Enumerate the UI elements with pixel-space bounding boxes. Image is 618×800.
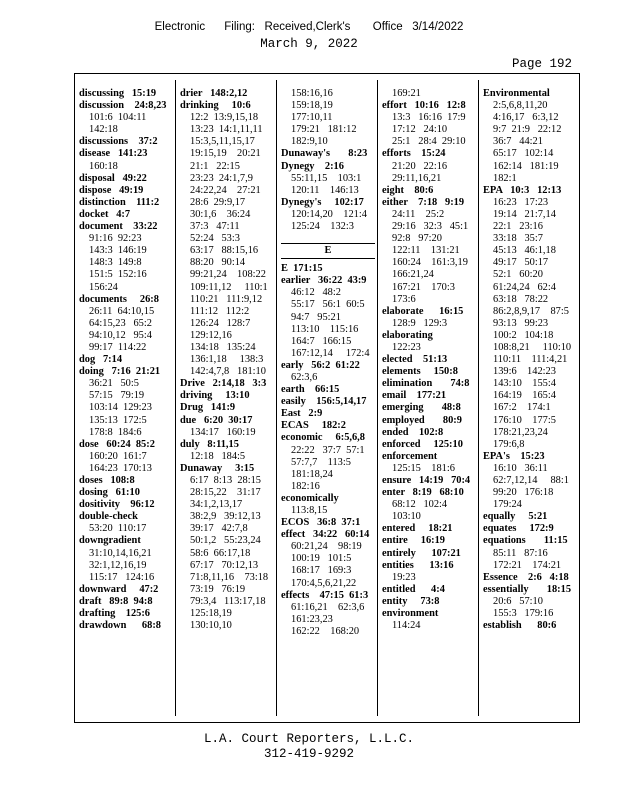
index-page-refs: 17:12 24:10 xyxy=(392,124,448,136)
index-page-refs: 114:24 xyxy=(392,620,421,632)
index-page-refs: 57:15 79:19 xyxy=(89,390,145,402)
index-page-refs: 86:2,8,9,17 87:5 xyxy=(493,305,569,317)
index-page-refs: 15:3,5,11,15,17 xyxy=(190,136,255,148)
index-page-refs: 179:6,8 xyxy=(493,438,525,450)
index-page-refs: 22:22 37:7 57:1 xyxy=(291,444,365,456)
index-term: EPA's 15:23 xyxy=(483,450,545,462)
index-term: EPA 10:3 12:13 xyxy=(483,184,562,196)
index-page-refs: 29:11,16,21 xyxy=(392,172,442,184)
index-term: drafting 125:6 xyxy=(79,608,150,620)
index-page-refs: 113:8,15 xyxy=(291,505,328,516)
index-page-refs: 9:7 21:9 22:12 xyxy=(493,124,562,136)
index-page-refs: 94:10,12 95:4 xyxy=(89,329,152,341)
index-page-refs: 33:18 35:7 xyxy=(493,233,543,245)
index-page-refs: 142:18 xyxy=(89,124,118,136)
index-page-refs: 158:16,16 xyxy=(291,88,333,99)
index-page-refs: 79:3,4 113:17,18 xyxy=(190,595,266,607)
index-term: Dynegy 2:16 xyxy=(281,160,344,172)
index-column-4 xyxy=(382,88,476,718)
index-term: dosing 61:10 xyxy=(79,487,140,499)
index-page-refs: 38:2,9 39:12,13 xyxy=(190,511,261,523)
index-page-refs: 143:3 146:19 xyxy=(89,245,147,257)
index-page-refs: 142:4,7,8 181:10 xyxy=(190,366,266,378)
index-term: Dynegy's 102:17 xyxy=(281,196,364,208)
index-column-3 xyxy=(281,88,375,718)
index-page-refs: 21:1 22:15 xyxy=(190,160,240,172)
index-term: disease 141:23 xyxy=(79,148,148,160)
filing-stamp: Electronic Filing: Received,Clerk's Office 3/14/2022 xyxy=(154,21,464,33)
index-page-refs: 2:5,6,8,11,20 xyxy=(493,100,548,112)
index-term: E 171:15 xyxy=(281,263,323,275)
index-page-refs: 61:16,21 62:3,6 xyxy=(291,601,365,613)
index-page-refs: 34:1,2,13,17 xyxy=(190,499,243,511)
index-page-refs: 6:17 8:13 28:15 xyxy=(190,475,262,486)
index-page-refs: 63:18 78:22 xyxy=(493,293,549,305)
index-term: discussing 15:19 xyxy=(79,88,157,99)
index-term: elaborating xyxy=(382,329,433,341)
index-term: due 6:20 30:17 xyxy=(180,414,253,426)
index-term: employed 80:9 xyxy=(382,414,462,426)
index-term: elected 51:13 xyxy=(382,354,448,366)
index-term: double-check xyxy=(79,511,138,523)
index-page-refs: 12:2 13:9,15,18 xyxy=(190,112,259,124)
index-page-refs: 55:17 56:1 60:5 xyxy=(291,299,365,311)
index-term: equally 5:21 xyxy=(483,511,548,523)
index-page-refs: 125:24 132:3 xyxy=(291,221,354,233)
index-page-refs: 19:15,19 20:21 xyxy=(190,148,261,160)
index-page-refs: 29:16 32:3 45:1 xyxy=(392,221,469,233)
index-page-refs: 68:12 102:4 xyxy=(392,499,448,511)
index-page-refs: 182:16 xyxy=(291,480,320,492)
index-page-refs: 22:1 23:16 xyxy=(493,221,543,233)
transcript-date: March 9, 2022 xyxy=(260,37,358,51)
index-column-2 xyxy=(180,88,274,718)
index-term: elaborate 16:15 xyxy=(382,305,464,317)
index-page-refs: 52:1 60:20 xyxy=(493,269,543,281)
index-term: entities 13:16 xyxy=(382,559,454,571)
index-term: downgradient xyxy=(79,535,141,547)
index-term: Dunaway 3:15 xyxy=(180,462,255,474)
index-page-refs: 99:17 114:22 xyxy=(89,341,147,353)
index-page-refs: 39:17 42:7,8 xyxy=(190,523,248,535)
index-page-refs: 100:19 101:5 xyxy=(291,553,352,565)
index-page-refs: 103:14 129:23 xyxy=(89,402,152,414)
index-term: disposal 49:22 xyxy=(79,172,147,184)
index-page-refs: 12:18 184:5 xyxy=(190,450,246,462)
index-term: drinking 10:6 xyxy=(180,100,251,112)
index-page-refs: 20:6 57:10 xyxy=(493,595,543,607)
index-page-refs: 30:1,6 36:24 xyxy=(190,208,251,220)
index-term: docket 4:7 xyxy=(79,208,131,220)
index-page-refs: 49:17 50:17 xyxy=(493,257,549,269)
index-page-refs: 179:21 181:12 xyxy=(291,124,357,136)
index-term: discussions 37:2 xyxy=(79,136,158,148)
index-term: emerging 48:8 xyxy=(382,402,461,414)
index-page-refs: 62:3,6 xyxy=(291,371,318,383)
index-term: ECOS 36:8 37:1 xyxy=(281,517,361,529)
index-page-refs: 162:14 181:19 xyxy=(493,160,559,172)
index-page-refs: 173:6 xyxy=(392,293,416,305)
index-page-refs: 67:17 70:12,13 xyxy=(190,559,259,571)
index-page-refs: 155:3 179:16 xyxy=(493,608,554,620)
index-column-5 xyxy=(483,88,577,718)
index-page-refs: 166:21,24 xyxy=(392,269,434,281)
index-page-refs: 176:10 177:5 xyxy=(493,414,556,426)
index-page-refs: 126:24 128:7 xyxy=(190,317,251,329)
index-term: Drive 2:14,18 3:3 xyxy=(180,378,267,390)
index-term: East 2:9 xyxy=(281,408,323,420)
index-term: economic 6:5,6,8 xyxy=(281,432,365,444)
index-page-refs: 101:6 104:11 xyxy=(89,112,147,124)
index-page-refs: 103:10 xyxy=(392,511,421,523)
index-term: email 177:21 xyxy=(382,390,447,402)
index-term: distinction 111:2 xyxy=(79,196,160,208)
index-term: doses 108:8 xyxy=(79,475,135,486)
index-page-refs: 161:23,23 xyxy=(291,613,333,625)
index-page-refs: 28:15,22 31:17 xyxy=(190,487,261,499)
index-page-refs: 16:10 36:11 xyxy=(493,462,548,474)
index-term: environment xyxy=(382,608,439,620)
index-page-refs: 109:11,12 110:1 xyxy=(190,281,268,293)
index-page-refs: 21:20 22:16 xyxy=(392,160,448,172)
index-page-refs: 19:23 xyxy=(392,571,416,583)
index-page-refs: 111:12 112:2 xyxy=(190,305,250,317)
index-term: Drug 141:9 xyxy=(180,402,236,414)
column-divider xyxy=(276,80,277,716)
index-term: dispose 49:19 xyxy=(79,184,144,196)
index-term: drier 148:2,12 xyxy=(180,88,248,99)
index-page-refs: 63:17 88:15,16 xyxy=(190,245,259,257)
index-column-1 xyxy=(79,88,173,718)
index-page-refs: 110:11 111:4,21 xyxy=(493,354,568,366)
index-page-refs: 115:17 124:16 xyxy=(89,571,155,583)
index-page-refs: 4:16,17 6:3,12 xyxy=(493,112,559,124)
index-term: economically xyxy=(281,492,339,504)
index-page-refs: 24:22,24 27:21 xyxy=(190,184,261,196)
index-term: dog 7:14 xyxy=(79,354,123,366)
index-term: essentially 18:15 xyxy=(483,583,572,595)
index-page-refs: 178:8 184:6 xyxy=(89,426,142,438)
index-page-refs: 168:17 169:3 xyxy=(291,565,352,577)
index-page-refs: 160:20 161:7 xyxy=(89,450,147,462)
index-page-refs: 182:9,10 xyxy=(291,136,328,148)
index-letter-heading: E xyxy=(281,243,375,259)
index-term: driving 13:10 xyxy=(180,390,250,402)
index-page-refs: 93:13 99:23 xyxy=(493,317,549,329)
index-page-refs: 36:7 44:21 xyxy=(493,136,543,148)
index-page-refs: 160:24 161:3,19 xyxy=(392,257,468,269)
index-term: elimination 74:8 xyxy=(382,378,470,390)
index-page-refs: 52:24 53:3 xyxy=(190,233,240,245)
index-page-refs: 151:5 152:16 xyxy=(89,269,147,281)
index-page-refs: 31:10,14,16,21 xyxy=(89,547,152,559)
index-term: ensure 14:19 70:4 xyxy=(382,475,471,486)
index-term: dositivity 96:12 xyxy=(79,499,155,511)
index-page-refs: 122:11 131:21 xyxy=(392,245,460,257)
index-page-refs: 135:13 172:5 xyxy=(89,414,147,426)
index-term: enforcement xyxy=(382,450,438,462)
index-term: enter 8:19 68:10 xyxy=(382,487,464,499)
index-page-refs: 167:21 170:3 xyxy=(392,281,455,293)
index-page-refs: 99:20 176:18 xyxy=(493,487,554,499)
index-page-refs: 94:7 95:21 xyxy=(291,311,341,323)
index-page-refs: 130:10,10 xyxy=(190,620,232,632)
index-page-refs: 85:11 87:16 xyxy=(493,547,548,559)
index-page-refs: 167:2 174:1 xyxy=(493,402,551,414)
index-term: document 33:22 xyxy=(79,221,158,233)
index-page-refs: 164:23 170:13 xyxy=(89,462,152,474)
index-page-refs: 177:10,11 xyxy=(291,112,333,124)
index-term: entire 16:19 xyxy=(382,535,446,547)
index-page-refs: 92:8 97:20 xyxy=(392,233,442,245)
column-divider xyxy=(478,80,479,716)
index-term: elements 150:8 xyxy=(382,366,458,378)
index-page-refs: 25:1 28:4 29:10 xyxy=(392,136,466,148)
index-page-refs: 24:11 25:2 xyxy=(392,208,445,220)
index-term: earlier 36:22 43:9 xyxy=(281,275,367,287)
index-term: downward 47:2 xyxy=(79,583,159,595)
index-page-refs: 71:8,11,16 73:18 xyxy=(190,571,269,583)
index-page-refs: 156:24 xyxy=(89,281,118,293)
index-page-refs: 120:14,20 121:4 xyxy=(291,208,367,220)
index-term: ended 102:8 xyxy=(382,426,444,438)
index-term: dose 60:24 85:2 xyxy=(79,438,155,450)
index-page-refs: 62:7,12,14 88:1 xyxy=(493,475,569,486)
index-page-refs: 55:11,15 103:1 xyxy=(291,172,362,184)
index-term: effect 34:22 60:14 xyxy=(281,529,370,541)
index-page-refs: 122:23 xyxy=(392,341,421,353)
index-page-refs: 57:7,7 113:5 xyxy=(291,456,351,468)
index-page-refs: 134:18 135:24 xyxy=(190,341,256,353)
index-term: entitled 4:4 xyxy=(382,583,445,595)
index-term: discussion 24:8,23 xyxy=(79,100,167,112)
index-page-refs: 26:11 64:10,15 xyxy=(89,305,155,317)
index-page-refs: 179:24 xyxy=(493,499,522,511)
index-term: drawdown 68:8 xyxy=(79,620,161,632)
index-term: entered 18:21 xyxy=(382,523,453,535)
index-page-refs: 125:18,19 xyxy=(190,608,232,620)
index-page-refs: 162:22 168:20 xyxy=(291,625,360,637)
index-page-refs: 37:3 47:11 xyxy=(190,221,240,233)
index-term: duly 8:11,15 xyxy=(180,438,239,450)
index-term: earth 66:15 xyxy=(281,384,340,396)
index-page-refs: 143:10 155:4 xyxy=(493,378,556,390)
word-index-frame xyxy=(74,73,580,723)
index-page-refs: 113:10 115:16 xyxy=(291,323,359,335)
index-page-refs: 50:1,2 55:23,24 xyxy=(190,535,261,547)
index-page-refs: 178:21,23,24 xyxy=(493,426,548,438)
index-term: efforts 15:24 xyxy=(382,148,446,160)
index-term: effects 47:15 61:3 xyxy=(281,589,369,601)
index-page-refs: 91:16 92:23 xyxy=(89,233,142,245)
index-page-refs: 170:4,5,6,21,22 xyxy=(291,577,357,589)
index-term: either 7:18 9:19 xyxy=(382,196,465,208)
index-page-refs: 169:21 xyxy=(392,88,421,99)
index-page-refs: 46:12 48:2 xyxy=(291,287,341,299)
index-page-refs: 65:17 102:14 xyxy=(493,148,554,160)
index-term: entirely 107:21 xyxy=(382,547,461,559)
index-term: equations 11:15 xyxy=(483,535,568,547)
index-term: early 56:2 61:22 xyxy=(281,359,360,371)
index-page-refs: 73:19 76:19 xyxy=(190,583,246,595)
index-page-refs: 128:9 129:3 xyxy=(392,317,448,329)
index-page-refs: 61:24,24 62:4 xyxy=(493,281,556,293)
index-page-refs: 13:23 14:1,11,11 xyxy=(190,124,263,136)
index-page-refs: 159:18,19 xyxy=(291,100,333,112)
index-term: enforced 125:10 xyxy=(382,438,463,450)
index-page-refs: 181:18,24 xyxy=(291,468,333,480)
index-page-refs: 99:21,24 108:22 xyxy=(190,269,266,281)
index-term: doing 7:16 21:21 xyxy=(79,366,161,378)
footer xyxy=(0,732,618,762)
index-page-refs: 19:14 21:7,14 xyxy=(493,208,556,220)
index-page-refs: 45:13 46:1,18 xyxy=(493,245,556,257)
court-reporter-name: L.A. Court Reporters, L.L.C. xyxy=(203,732,415,746)
index-page-refs: 100:2 104:18 xyxy=(493,329,554,341)
index-page-refs: 58:6 66:17,18 xyxy=(190,547,251,559)
index-page-refs: 13:3 16:16 17:9 xyxy=(392,112,466,124)
index-term: Essence 2:6 4:18 xyxy=(483,571,569,583)
index-term: entity 73:8 xyxy=(382,595,440,607)
index-page-refs: 164:19 165:4 xyxy=(493,390,556,402)
index-term: effort 10:16 12:8 xyxy=(382,100,466,112)
index-page-refs: 36:21 50:5 xyxy=(89,378,139,390)
index-page-refs: 160:18 xyxy=(89,160,118,172)
index-page-refs: 32:1,12,16,19 xyxy=(89,559,147,571)
index-page-refs: 110:21 111:9,12 xyxy=(190,293,263,305)
index-page-refs: 182:1 xyxy=(493,172,517,184)
index-term: Dunaway's 8:23 xyxy=(281,148,368,160)
index-page-refs: 125:15 181:6 xyxy=(392,462,455,474)
column-divider xyxy=(175,80,176,716)
index-page-refs: 129:12,16 xyxy=(190,329,232,341)
index-term: equates 172:9 xyxy=(483,523,554,535)
index-term: establish 80:6 xyxy=(483,620,557,632)
index-page-refs: 148:3 149:8 xyxy=(89,257,142,269)
index-term: easily 156:5,14,17 xyxy=(281,396,367,408)
index-term: ECAS 182:2 xyxy=(281,420,346,432)
index-page-refs: 164:7 166:15 xyxy=(291,335,352,347)
index-page-refs: 28:6 29:9,17 xyxy=(190,196,246,208)
index-page-refs: 108:8,21 110:10 xyxy=(493,341,572,353)
index-page-refs: 172:21 174:21 xyxy=(493,559,562,571)
index-page-refs: 60:21,24 98:19 xyxy=(291,541,362,553)
index-page-refs: 167:12,14 172:4 xyxy=(291,347,370,359)
index-page-refs: 16:23 17:23 xyxy=(493,196,549,208)
index-page-refs: 88:20 90:14 xyxy=(190,257,246,269)
index-page-refs: 53:20 110:17 xyxy=(89,523,147,535)
page-number: Page 192 xyxy=(511,57,572,71)
index-page-refs: 139:6 142:23 xyxy=(493,366,556,378)
index-page-refs: 136:1,18 138:3 xyxy=(190,354,264,366)
column-divider xyxy=(377,80,378,716)
index-term: draft 89:8 94:8 xyxy=(79,595,153,607)
court-reporter-phone: 312-419-9292 xyxy=(263,747,354,761)
index-page-refs: 134:17 160:19 xyxy=(190,426,256,438)
index-page-refs: 64:15,23 65:2 xyxy=(89,317,152,329)
index-term: Environmental xyxy=(483,88,550,99)
index-term: documents 26:8 xyxy=(79,293,159,305)
index-term: eight 80:6 xyxy=(382,184,434,196)
index-page-refs: 120:11 146:13 xyxy=(291,184,359,196)
index-page-refs: 23:23 24:1,7,9 xyxy=(190,172,253,184)
